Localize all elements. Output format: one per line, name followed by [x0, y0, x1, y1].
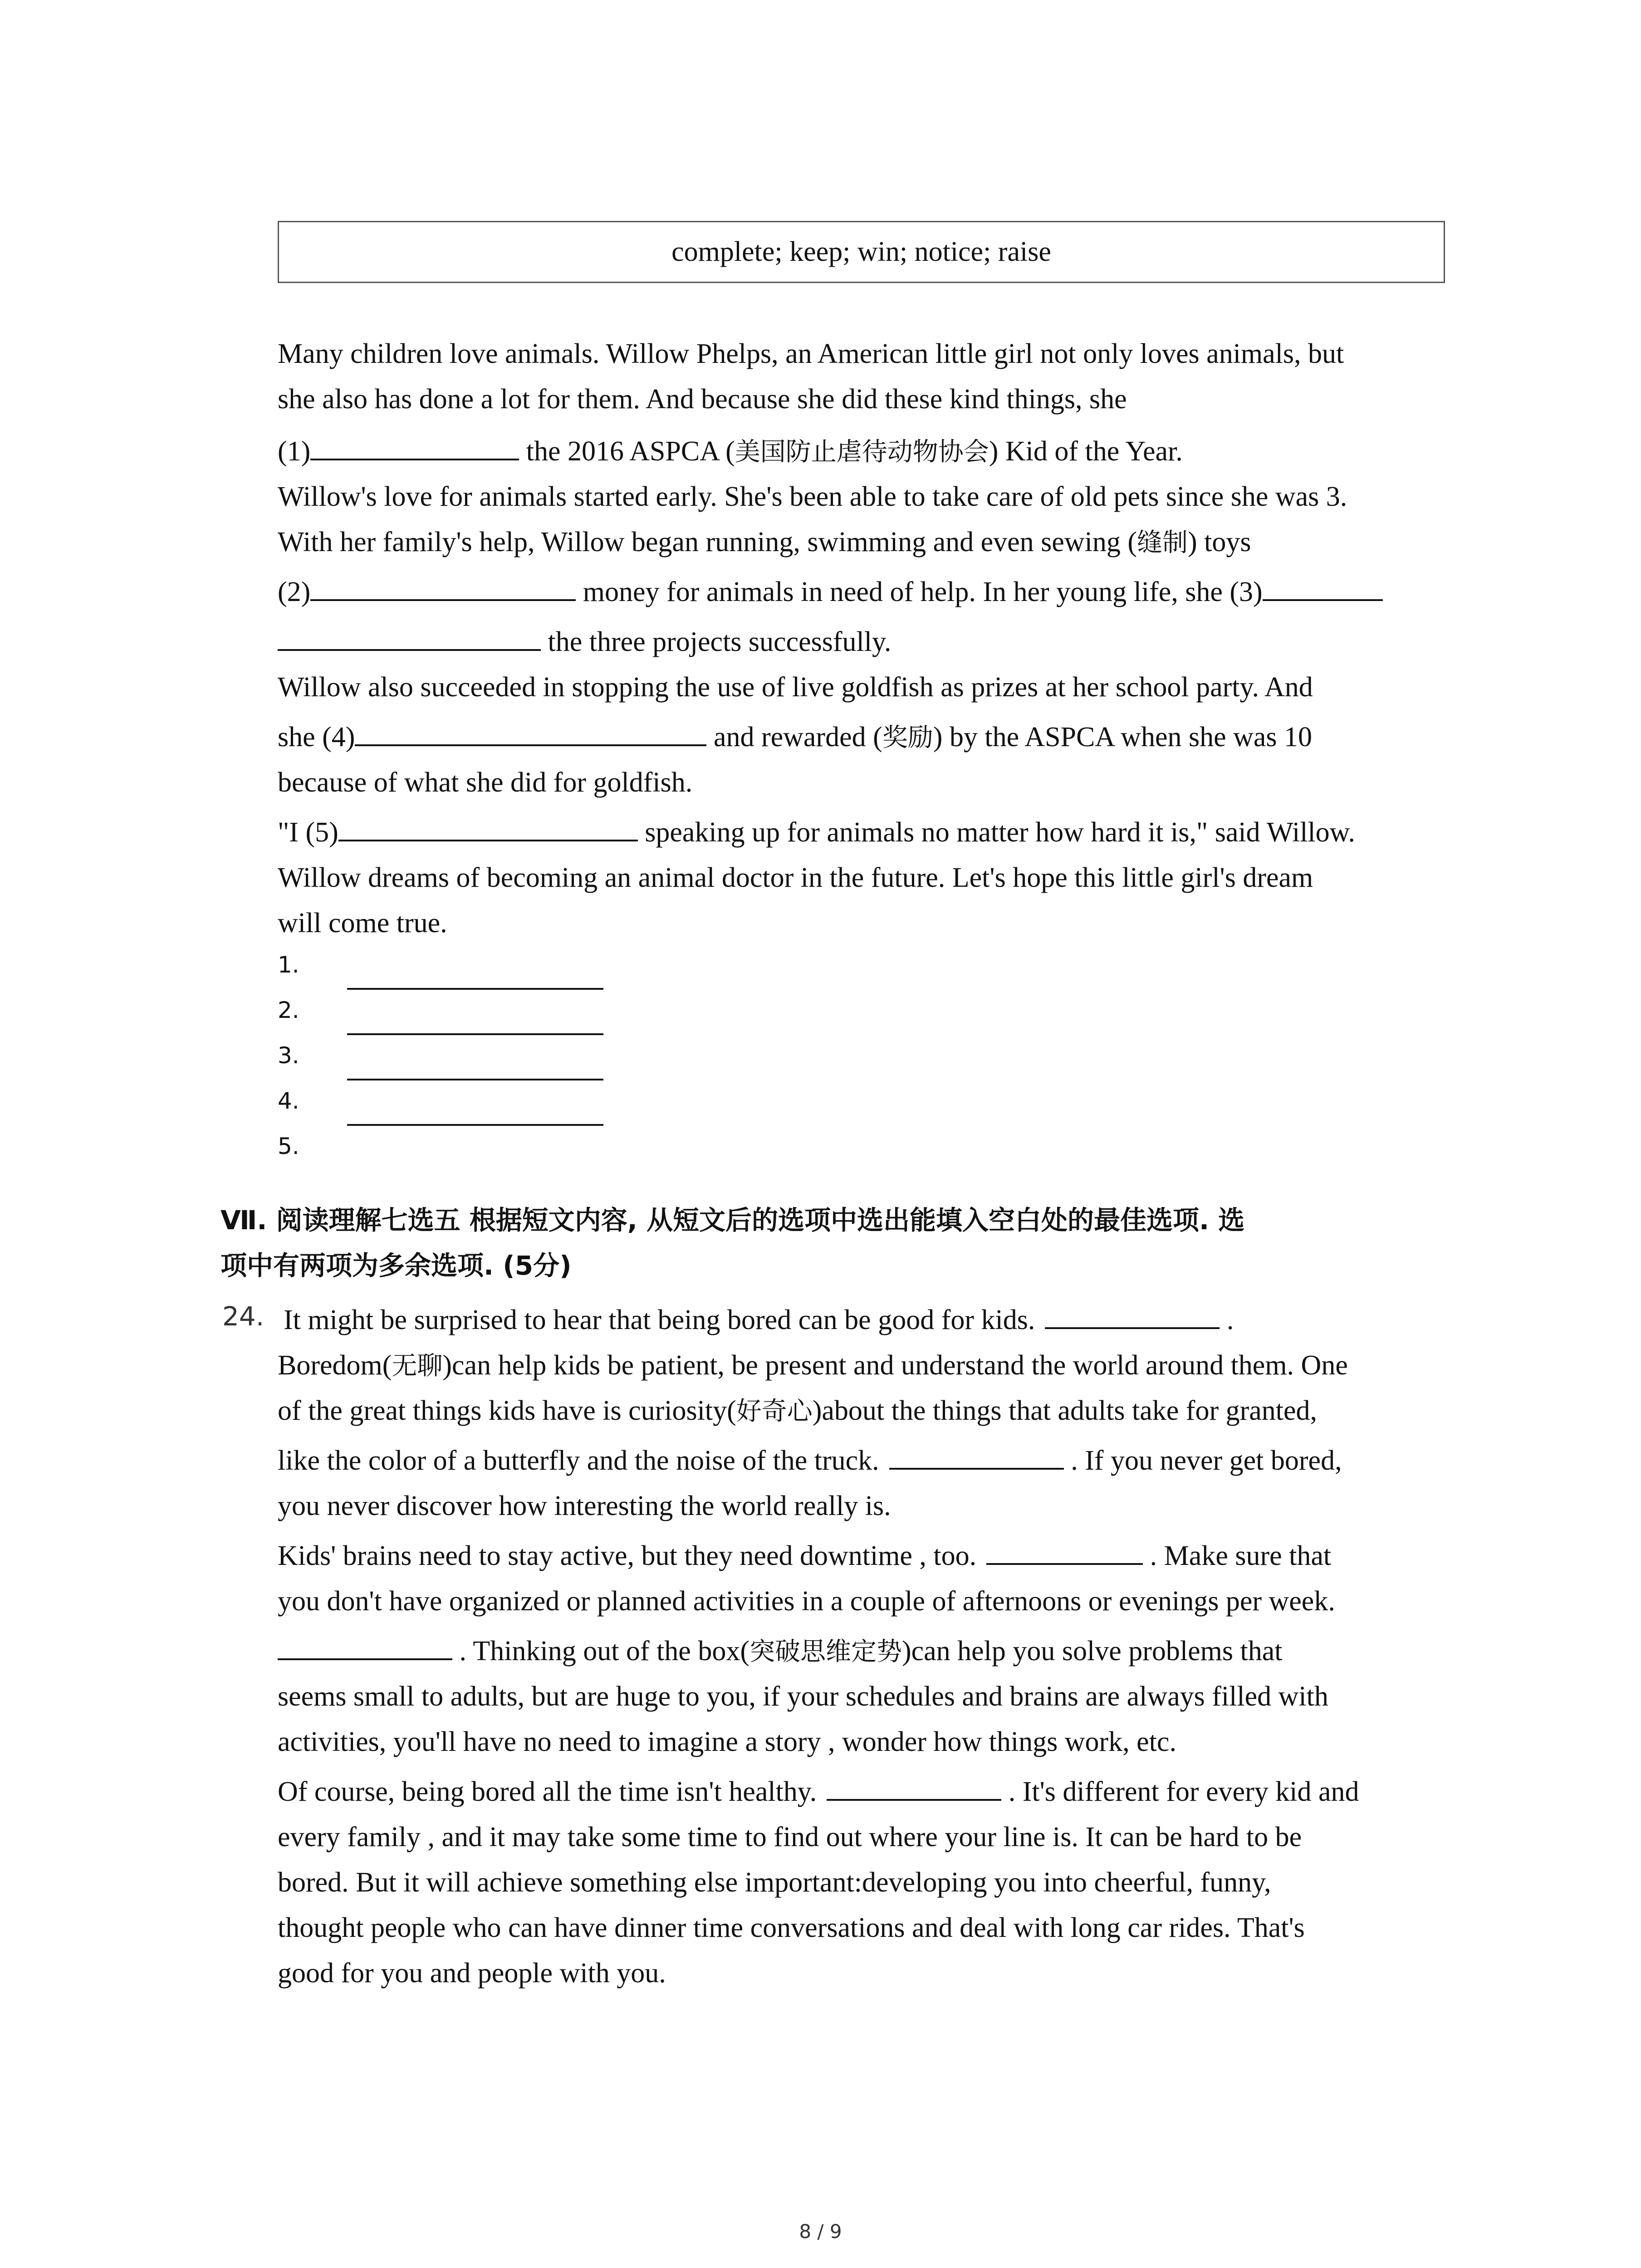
answer-blank-3-cont[interactable] — [278, 623, 541, 651]
passage-line — [278, 1438, 1342, 1483]
passage-line — [278, 519, 1251, 566]
passage-line — [278, 569, 1383, 615]
passage-text: will come true. — [278, 908, 447, 938]
answer-blank-q24-3[interactable] — [986, 1537, 1143, 1565]
passage-text: like the color of a butterfly and the noise of the truck. — [278, 1445, 879, 1476]
passage-text: It might be surprised to hear that being bored can be good for kids. — [284, 1305, 1035, 1335]
passage-text: Willow dreams of becoming an animal doctor in the future. Let's hope this little girl's dream — [278, 862, 1313, 893]
passage-text: ) by the ASPCA when she was 10 — [933, 722, 1313, 753]
chinese-gloss: 好奇心 — [736, 1397, 813, 1426]
page-number: 8 / 9 — [799, 2220, 842, 2243]
passage-line — [278, 331, 1344, 376]
answer-label: 3. — [278, 1042, 299, 1069]
passage-line — [278, 474, 1347, 519]
answer-label: 5. — [278, 1133, 299, 1159]
passage-line — [278, 429, 1183, 475]
passage-text: every family , and it may take some time to find out where your line is. It can be hard to be — [278, 1822, 1302, 1853]
passage-text: Willow also succeeded in stopping the use of live goldfish as prizes at her school party. And — [278, 672, 1313, 703]
passage-line — [278, 1628, 1282, 1675]
passage-text: Willow's love for animals started early. She's been able to take care of old pets since she was 3. — [278, 481, 1347, 512]
answer-blank-4[interactable] — [355, 718, 706, 746]
passage-line — [278, 760, 692, 805]
passage-line — [278, 1579, 1335, 1624]
passage-text: the three projects successfully. — [541, 626, 892, 657]
passage-text: . — [1220, 1305, 1234, 1335]
passage-text: she also has done a lot for them. And because she did these kind things, she — [278, 384, 1127, 415]
passage-line — [278, 1674, 1328, 1719]
answer-line-3[interactable] — [347, 1079, 603, 1080]
answer-blank-q24-1[interactable] — [1045, 1301, 1220, 1329]
passage-text: . Thinking out of the box( — [452, 1636, 749, 1667]
passage-text: With her family's help, Willow began running, swimming and even sewing ( — [278, 527, 1137, 557]
passage-text: and rewarded ( — [706, 722, 882, 753]
passage-text: . It's different for every kid and — [1001, 1776, 1359, 1807]
passage-text: (1) — [278, 436, 311, 467]
answer-blank-5[interactable] — [338, 813, 638, 841]
answer-blank-1[interactable] — [310, 432, 519, 460]
chinese-gloss: 突破思维定势 — [749, 1637, 902, 1667]
passage-line — [278, 1719, 1176, 1765]
passage-text: )can help you solve problems that — [901, 1636, 1283, 1667]
passage-text: Of course, being bored all the time isn't healthy. — [278, 1776, 817, 1807]
passage-text: seems small to adults, but are huge to you, if your schedules and brains are always filled with — [278, 1681, 1328, 1712]
passage-text: )about the things that adults take for granted, — [812, 1395, 1317, 1426]
passage-line — [278, 1343, 1348, 1389]
chinese-gloss: 美国防止虐待动物协会 — [735, 437, 989, 467]
answer-blank-q24-4[interactable] — [278, 1632, 452, 1660]
passage-text: "I (5) — [278, 817, 338, 848]
passage-text: of the great things kids have is curiosity( — [278, 1395, 736, 1426]
passage-text: speaking up for animals no matter how hard it is," said Willow. — [637, 817, 1355, 848]
passage-line — [278, 714, 1312, 761]
passage-line — [278, 1388, 1317, 1434]
answer-blank-q24-5[interactable] — [827, 1773, 1001, 1801]
passage-line — [278, 855, 1313, 900]
chinese-gloss: 无聊 — [392, 1351, 443, 1381]
section-heading: Ⅶ. 阅读理解七选五 根据短文内容, 从短文后的选项中选出能填入空白处的最佳选项. 选 — [220, 1205, 1245, 1236]
passage-line — [278, 1769, 1359, 1814]
passage-line — [278, 1860, 1271, 1905]
passage-line — [278, 665, 1313, 710]
passage-text: ) Kid of the Year. — [989, 436, 1183, 467]
passage-line — [278, 619, 891, 665]
passage-text: the 2016 ASPCA ( — [519, 436, 735, 467]
passage-text: money for animals in need of help. In her young life, she (3) — [576, 577, 1263, 607]
answer-blank-q24-2[interactable] — [889, 1442, 1064, 1470]
passage-text: . If you never get bored, — [1063, 1445, 1342, 1476]
passage-text: . Make sure that — [1143, 1540, 1332, 1571]
passage-line — [278, 810, 1355, 855]
answer-label: 4. — [278, 1088, 299, 1114]
answer-line-2[interactable] — [347, 1033, 603, 1035]
chinese-gloss: 奖励 — [882, 723, 933, 753]
passage-text: ) toys — [1187, 527, 1251, 557]
answer-line-4[interactable] — [347, 1124, 603, 1126]
answer-line-1[interactable] — [347, 988, 603, 990]
chinese-gloss: 缝制 — [1136, 528, 1188, 557]
passage-line — [278, 1905, 1305, 1950]
passage-text: because of what she did for goldfish. — [278, 767, 693, 798]
word-bank-text: complete; keep; win; notice; raise — [671, 236, 1051, 267]
passage-line — [284, 1297, 1234, 1343]
answer-label: 1. — [278, 952, 299, 978]
passage-line — [278, 1950, 666, 1996]
word-bank-box — [278, 221, 1445, 283]
passage-text: good for you and people with you. — [278, 1958, 666, 1989]
passage-line — [278, 376, 1127, 422]
question-number: 24. — [222, 1301, 265, 1332]
passage-text: activities, you'll have no need to imagine a story , wonder how things work, etc. — [278, 1726, 1176, 1757]
passage-text: Kids' brains need to stay active, but they need downtime , too. — [278, 1540, 977, 1571]
passage-text: )can help kids be patient, be present and understand the world around them. One — [442, 1350, 1348, 1381]
passage-line — [278, 1814, 1302, 1860]
passage-text: she (4) — [278, 722, 355, 753]
answer-blank-3[interactable] — [1263, 573, 1383, 601]
section-heading: 项中有两项为多余选项. (5分) — [220, 1250, 572, 1281]
passage-text: you don't have organized or planned activities in a couple of afternoons or evenings per week. — [278, 1586, 1335, 1617]
passage-text: you never discover how interesting the world really is. — [278, 1491, 891, 1521]
passage-line — [278, 1533, 1331, 1579]
answer-label: 2. — [278, 997, 299, 1023]
passage-line — [278, 900, 447, 946]
passage-text: thought people who can have dinner time conversations and deal with long car rides. That's — [278, 1912, 1305, 1943]
answer-blank-2[interactable] — [310, 573, 576, 601]
passage-line — [278, 1483, 891, 1529]
passage-text: Boredom( — [278, 1350, 392, 1381]
passage-text: Many children love animals. Willow Phelps, an American little girl not only loves animals, but — [278, 338, 1344, 369]
passage-text: bored. But it will achieve something else important:developing you into cheerful, funny, — [278, 1867, 1271, 1898]
passage-text: (2) — [278, 577, 311, 607]
